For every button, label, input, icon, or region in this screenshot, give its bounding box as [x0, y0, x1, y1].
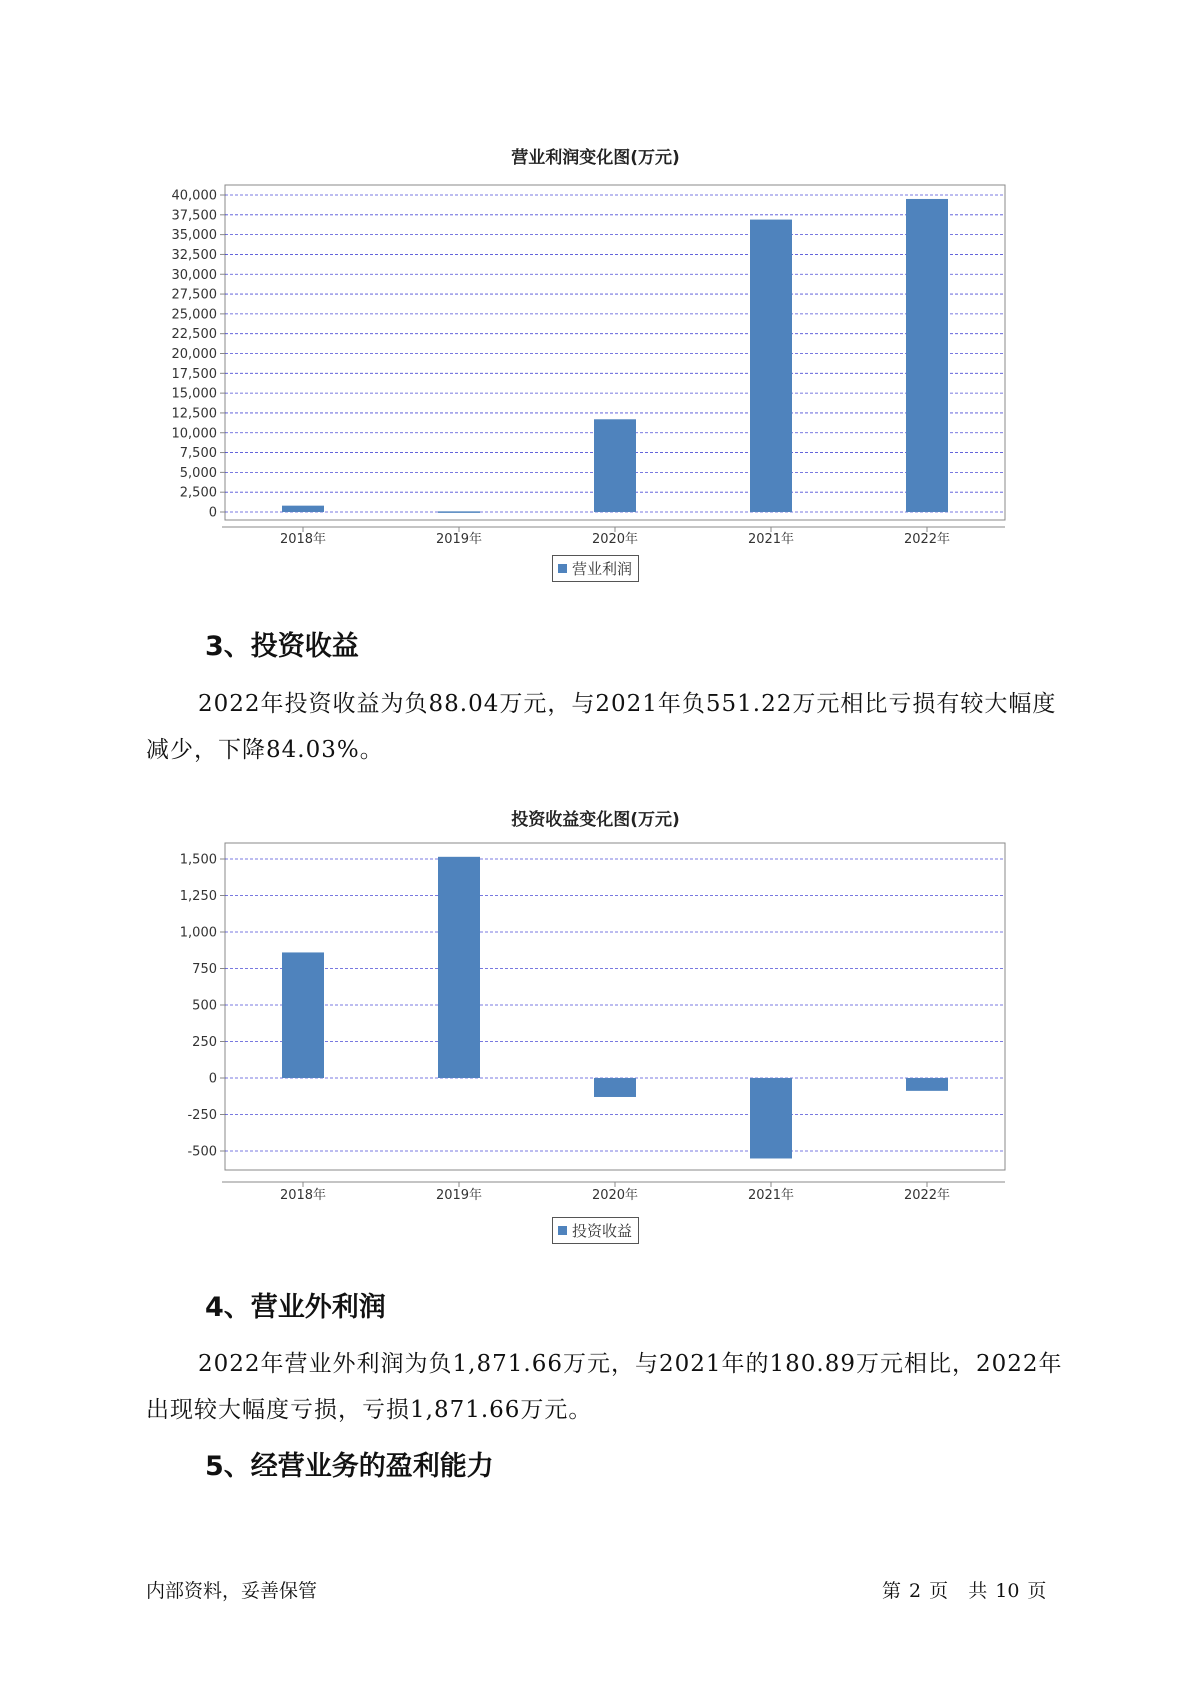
section-heading-investment-income: 3、投资收益	[205, 631, 359, 662]
bar-2020年	[594, 1078, 636, 1097]
y-tick-label: 15,000	[171, 386, 217, 402]
y-tick-label: 20,000	[171, 347, 217, 362]
page-unit: 页	[929, 1580, 949, 1602]
y-tick-label: 10,000	[171, 426, 217, 442]
x-tick-label: 2018年	[279, 532, 327, 547]
section-heading-profitability: 5、经营业务的盈利能力	[205, 1451, 494, 1482]
paragraph-investment-income: 2022年投资收益为负88.04万元，与2021年负551.22万元相比亏损有较大幅度减少，下降84.03%。	[146, 691, 1057, 763]
y-tick-label: 7,500	[179, 446, 217, 462]
y-tick-label: 35,000	[171, 228, 217, 244]
x-tick-label: 2018年	[279, 1188, 327, 1203]
x-tick-label: 2019年	[435, 1188, 483, 1203]
x-tick-label: 2020年	[591, 532, 639, 547]
x-tick-label: 2021年	[747, 532, 795, 547]
total-unit: 页	[1027, 1580, 1047, 1602]
legend-investment-income	[552, 1217, 639, 1244]
y-tick-label: 1,000	[179, 925, 217, 941]
x-tick-label: 2019年	[435, 532, 483, 547]
legend-label: 投资收益	[572, 1222, 633, 1240]
y-tick-label: 40,000	[171, 188, 217, 204]
plot-area	[225, 843, 1005, 1170]
y-tick-label: -250	[187, 1108, 217, 1123]
y-tick-label: 0	[208, 1071, 217, 1087]
y-tick-label: 27,500	[171, 287, 217, 303]
y-tick-label: -500	[187, 1144, 217, 1160]
bar-2019年	[438, 857, 480, 1078]
y-tick-label: 0	[208, 505, 217, 521]
y-tick-label: 30,000	[171, 267, 217, 283]
bar-2022年	[906, 1078, 948, 1091]
legend-label: 营业利润	[572, 560, 633, 578]
footer-confidential-note: 内部资料，妥善保管	[146, 1580, 318, 1602]
x-tick-label: 2022年	[903, 532, 951, 547]
y-tick-label: 32,500	[171, 247, 217, 263]
y-tick-label: 25,000	[171, 307, 217, 323]
paragraph-non-operating-profit: 2022年营业外利润为负1,871.66万元，与2021年的180.89万元相比，2022年出现较大幅度亏损，亏损1,871.66万元。	[146, 1351, 1063, 1423]
legend-swatch	[558, 1226, 567, 1235]
section-heading-non-operating-profit: 4、营业外利润	[205, 1292, 386, 1323]
x-tick-label: 2022年	[903, 1188, 951, 1203]
chart-title-investment-income: 投资收益变化图(万元)	[511, 810, 680, 830]
bar-2021年	[750, 1078, 792, 1158]
page-prefix: 第	[882, 1580, 902, 1602]
x-tick-label: 2021年	[747, 1188, 795, 1203]
bar-2018年	[282, 952, 324, 1078]
current-page: 2	[909, 1580, 922, 1602]
y-tick-label: 750	[192, 962, 217, 977]
y-tick-label: 1,500	[179, 852, 217, 868]
y-tick-label: 37,500	[171, 208, 217, 224]
y-tick-label: 500	[192, 998, 217, 1014]
y-tick-label: 5,000	[179, 465, 217, 481]
total-prefix: 共	[968, 1580, 988, 1602]
chart-title-operating-profit: 营业利润变化图(万元)	[511, 148, 680, 168]
y-tick-label: 1,250	[179, 889, 217, 904]
total-pages: 10	[995, 1580, 1020, 1602]
y-tick-label: 2,500	[179, 485, 217, 501]
y-tick-label: 12,500	[171, 406, 217, 422]
footer-page-number	[878, 1576, 1050, 1603]
y-tick-label: 22,500	[171, 327, 217, 343]
y-tick-label: 250	[192, 1035, 217, 1050]
y-tick-label: 17,500	[171, 366, 217, 382]
x-tick-label: 2020年	[591, 1188, 639, 1203]
